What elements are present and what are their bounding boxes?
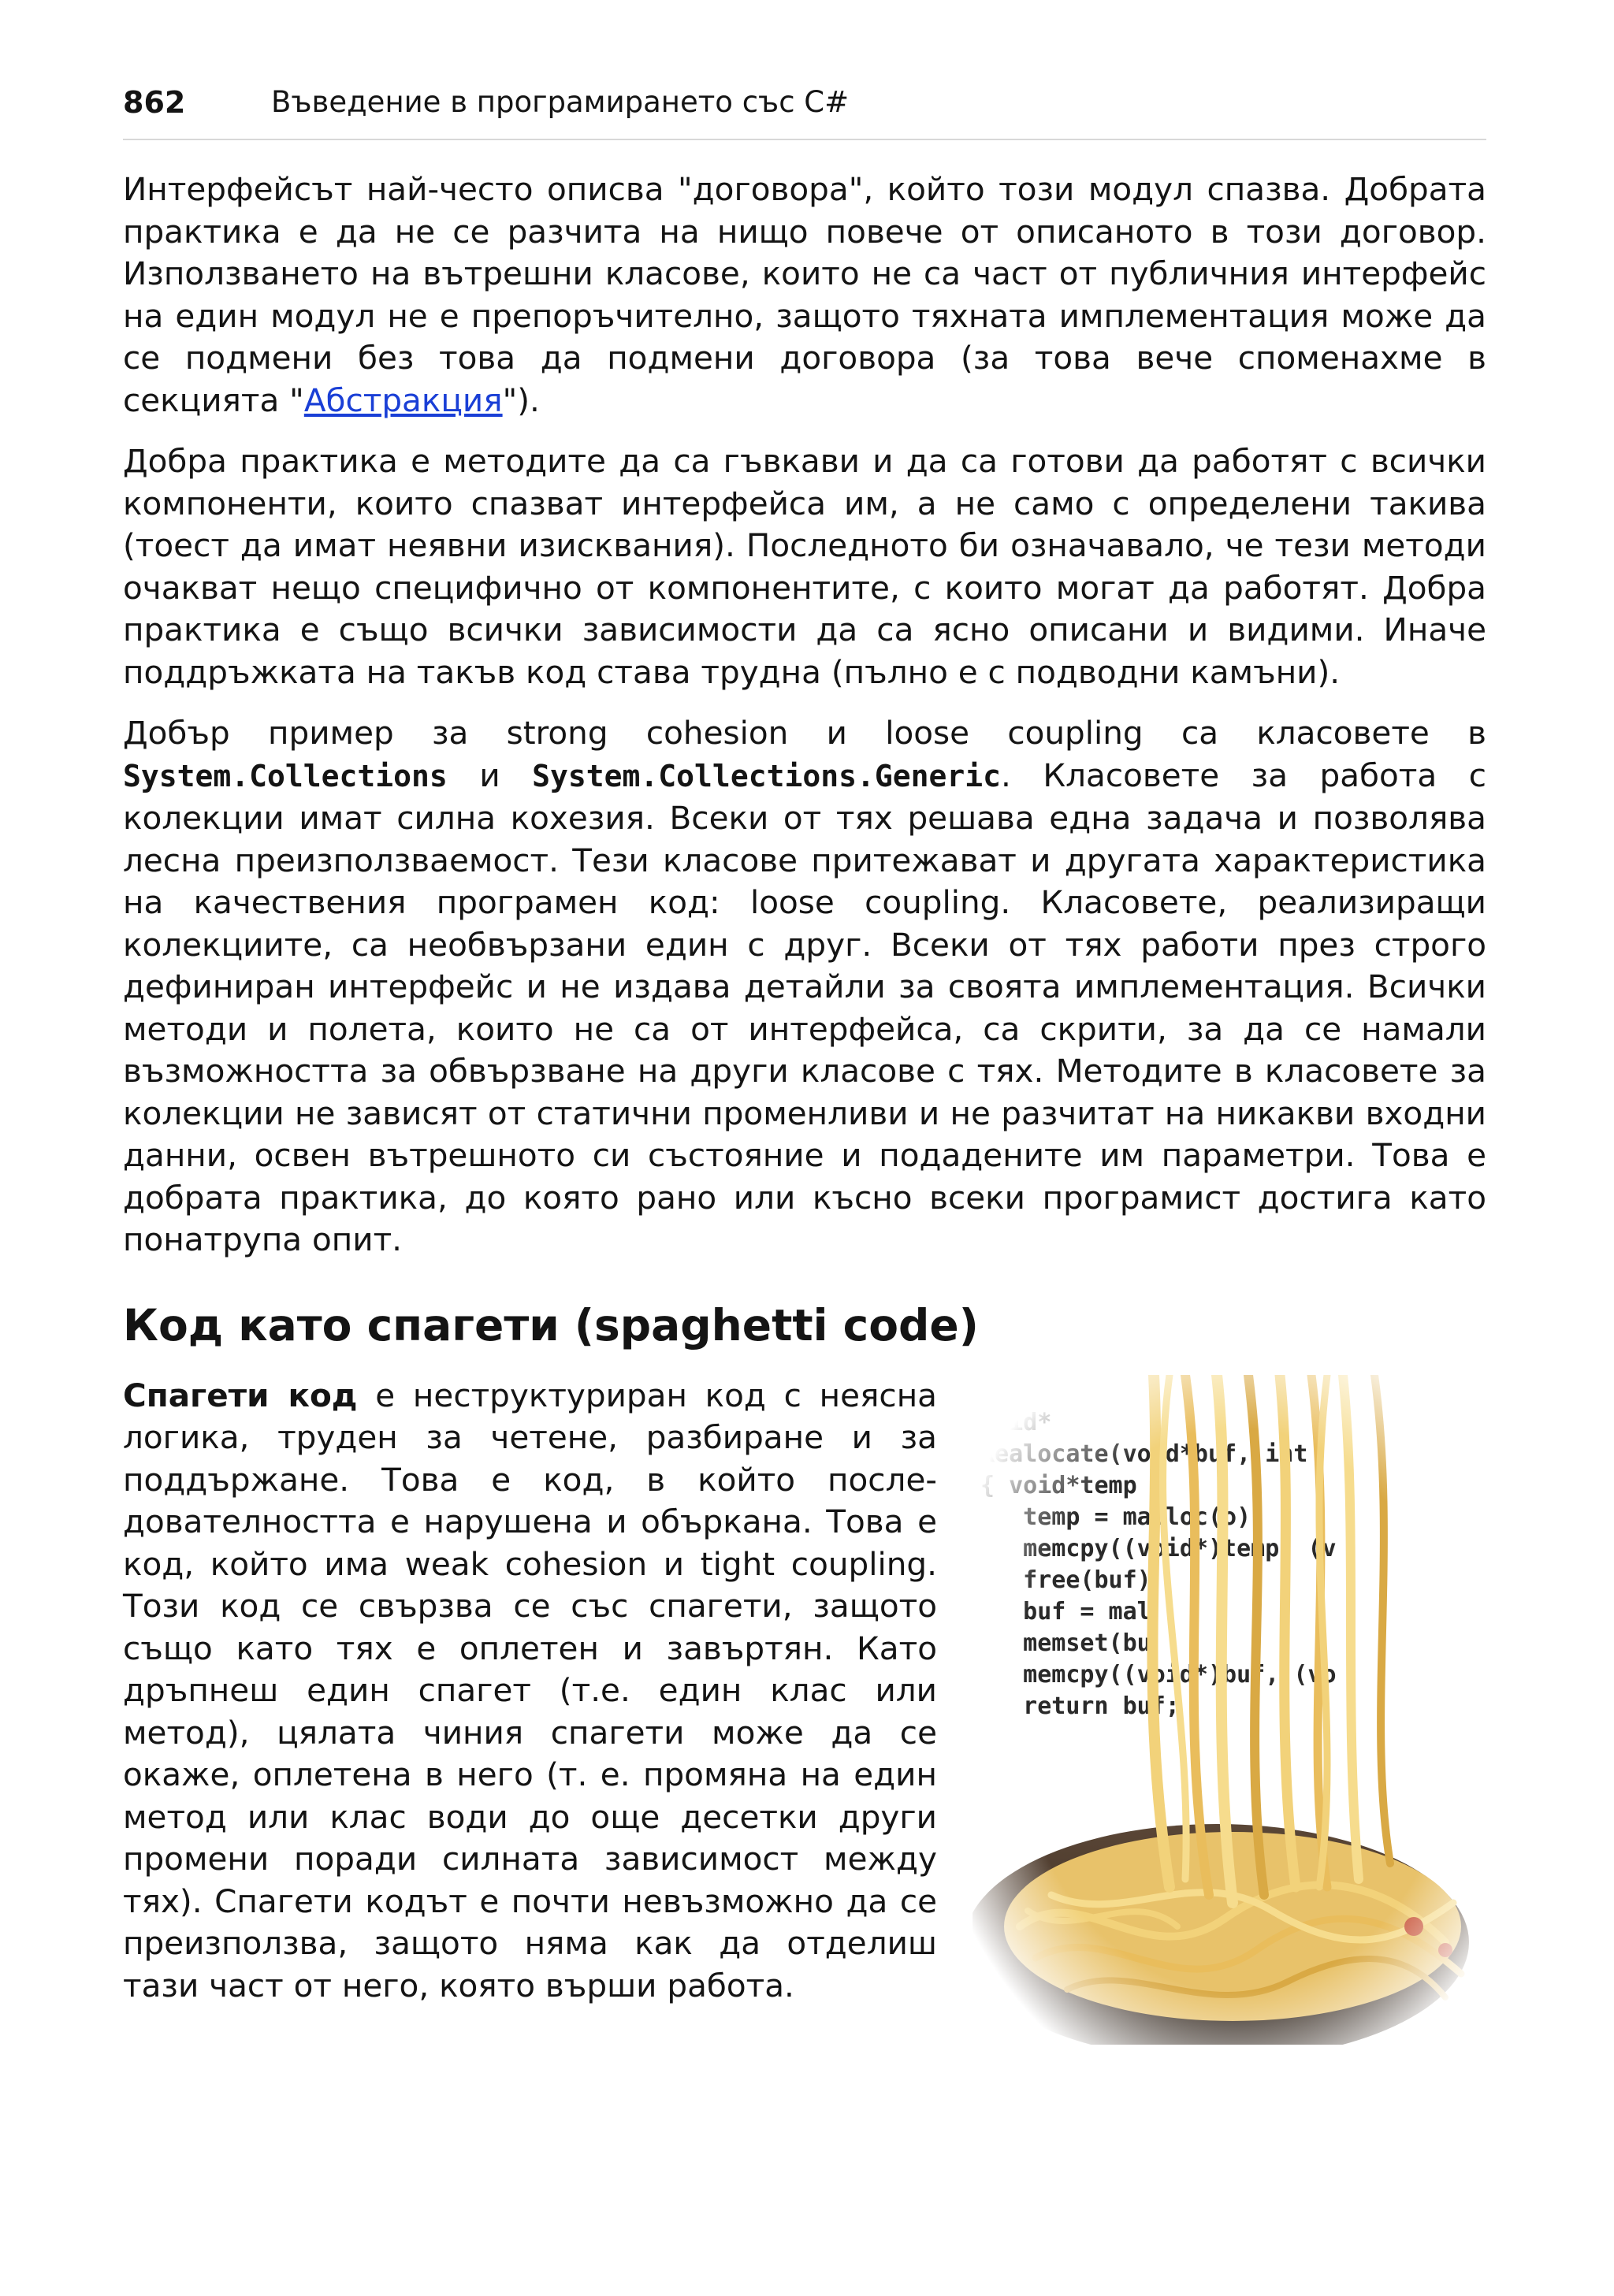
spaghetti-code-illustration (972, 1375, 1501, 2045)
code-system-collections-generic: System.Collections.Generic (532, 758, 1001, 793)
code-system-collections: System.Collections (123, 758, 448, 793)
paragraph-interface-contract (123, 169, 1486, 422)
spaghetti-section (123, 1375, 1486, 2068)
page-number: 862 (123, 85, 186, 120)
paragraph-collections-example (123, 712, 1486, 1261)
abstraction-link[interactable]: Абстракция (303, 381, 503, 419)
paragraph-text-start: Добър пример за strong cohesion и loose coupling са класовете в (123, 714, 1486, 752)
page-body (123, 169, 1486, 2068)
running-header (123, 79, 1486, 140)
paragraph-text: Интерфейсът най-често описва "договора", който този модул спазва. Добрата практика е да не се разчита на нищо повече от описаното в този договор. Използването на вътрешни класове, които не са част от публичния интерфейс на един модул не е препоръчително, защото тяхната имплементация може да се подмени без това да подмени договора (за това вече споменахме в секцията " (123, 170, 1486, 419)
paragraph-text-end: "). (502, 381, 540, 419)
section-heading: Код като спагети (spaghetti code) (123, 1299, 979, 1350)
term-spaghetti-code: Спагети код (123, 1376, 358, 1414)
definition-text: е неструктуриран код с неясна логика, труден за четене, разбиране и за поддържане. Това е код, в който последователността е нарушена и объркана. Това е код, който има weak cohesion и tight coupling. Този код се свързва се със спагети, защото също като тях е оплетен и завъртян. Като дръпнеш един спагет (т.е. един клас или метод), цялата чиния спагети може да се окаже, оплетена в него (т. е. промяна на един метод или клас води до още десетки други промени поради силната зависимост между тях). Спагети кодът е почти невъзможно да се преизползва, защото няма как да отделиш тази част от него, която върши работа. (123, 1376, 937, 2004)
paragraph-text-rest: . Класовете за работа с колекции имат силна кохезия. Всеки от тях решава една задача и позволява лесна преизползваемост. Тези класове притежават и другата характеристика на качествения програмен код: loose coupling. Класовете, реализиращи колекциите, са необвързани един с друг. Всеки от тях работи през строго дефиниран интерфейс и не издава детайли за своята имплементация. Всички методи и полета, които не са от интерфейса, са скрити, за да се намали възможността за обвързване на други класове с тях. Методите в класовете за колекции не зависят от статични променливи и не разчитат на никакви входни данни, освен вътрешното си състояние и подадените им параметри. Това е добрата практика, до която рано или късно всеки програмист достига като понатрупа опит. (123, 756, 1486, 1258)
paragraph-flexible-methods: Добра практика е методите да са гъвкави и да са готови да работят с всички компоненти, които спазват интерфейса им, а не само с определени такива (тоест да имат неявни изисквания). Последното би означавало, че тези методи очакват нещо специфично от компонентите, с които могат да работят. Добра практика е също всички зависимости да са ясно описани и видими. Иначе поддръжката на такъв код става трудна (пълно е с подводни камъни). (123, 442, 1486, 691)
conjunction-text: и (447, 756, 533, 794)
book-title: Въведение в програмирането със C# (271, 85, 850, 119)
spaghetti-definition (123, 1375, 937, 2008)
